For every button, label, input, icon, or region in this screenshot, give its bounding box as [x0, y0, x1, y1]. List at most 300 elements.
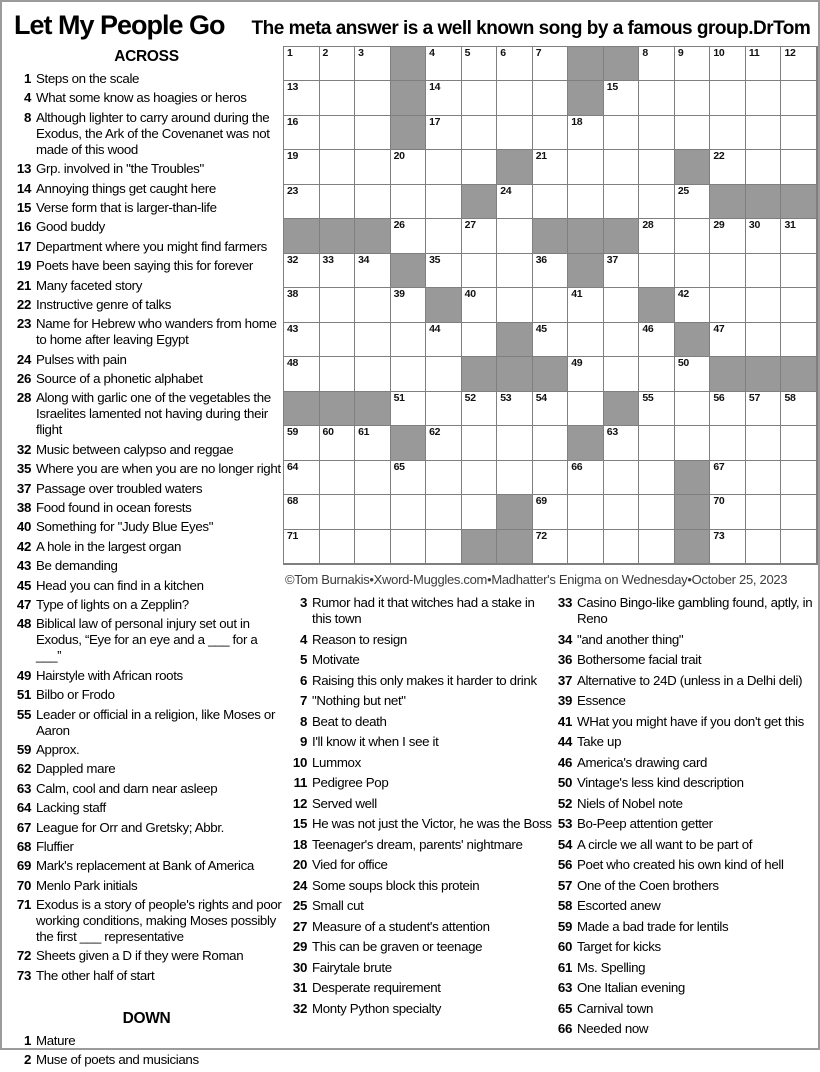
across-clues-column [10, 48, 283, 1072]
grid-cell[interactable] [320, 185, 356, 219]
clue-text: Menlo Park initials [36, 877, 138, 893]
clue [286, 632, 552, 648]
cell-number: 30 [748, 219, 761, 232]
grid-cell[interactable] [639, 254, 675, 288]
grid-cell[interactable] [497, 426, 533, 460]
grid-cell[interactable] [462, 219, 498, 253]
clue-number: 59 [16, 741, 31, 757]
grid-cell[interactable] [320, 47, 356, 81]
grid-cell[interactable] [533, 81, 569, 115]
cell-number: 48 [287, 357, 299, 370]
grid-cell[interactable] [639, 426, 675, 460]
grid-cell[interactable] [320, 495, 356, 529]
grid-cell[interactable] [675, 254, 711, 288]
clue [286, 796, 552, 812]
grid-cell[interactable] [568, 461, 604, 495]
grid-cell[interactable] [746, 150, 782, 184]
grid-cell[interactable] [639, 47, 675, 81]
grid-cell[interactable] [533, 530, 569, 564]
clue-text: Along with garlic one of the vegetables the Israelites lamented not having during their flight [36, 390, 271, 438]
grid-black-cell [320, 392, 356, 426]
clue-number: 6 [299, 672, 307, 688]
clue-text: Fairytale brute [312, 959, 392, 975]
clue [10, 948, 283, 964]
grid-cell[interactable] [355, 530, 391, 564]
grid-cell[interactable] [639, 219, 675, 253]
clue [10, 500, 283, 516]
grid-cell[interactable] [497, 47, 533, 81]
cell-number: 72 [535, 529, 547, 542]
clue-text: Ms. Spelling [577, 959, 646, 975]
cell-number: 54 [535, 391, 547, 404]
grid-cell[interactable] [604, 323, 640, 357]
clue [10, 219, 283, 235]
grid-cell[interactable] [639, 495, 675, 529]
grid-cell[interactable] [320, 426, 356, 460]
grid-cell[interactable] [320, 116, 356, 150]
grid-cell[interactable] [462, 426, 498, 460]
clue-number: 20 [292, 857, 307, 872]
grid-cell[interactable] [533, 47, 569, 81]
grid-cell[interactable] [675, 392, 711, 426]
grid-cell[interactable] [391, 495, 427, 529]
clue [286, 652, 552, 668]
grid-cell[interactable] [639, 392, 675, 426]
grid-cell[interactable] [284, 323, 320, 357]
grid-cell[interactable] [426, 357, 462, 391]
grid-cell[interactable] [284, 426, 320, 460]
cell-number: 9 [677, 47, 684, 59]
grid-cell[interactable] [568, 392, 604, 426]
clue-number: 17 [16, 238, 31, 254]
grid-cell[interactable] [533, 288, 569, 322]
clue [551, 693, 820, 709]
cell-number: 8 [642, 47, 648, 59]
grid-cell[interactable] [391, 461, 427, 495]
grid-cell[interactable] [284, 116, 320, 150]
grid-cell[interactable] [391, 357, 427, 391]
grid-cell[interactable] [426, 495, 462, 529]
grid-cell[interactable] [781, 495, 817, 529]
grid-cell[interactable] [710, 461, 746, 495]
grid-cell[interactable] [497, 81, 533, 115]
grid-cell[interactable] [462, 47, 498, 81]
grid-cell[interactable] [604, 288, 640, 322]
grid-cell[interactable] [426, 219, 462, 253]
clue-number: 65 [557, 1000, 572, 1016]
grid-cell[interactable] [391, 323, 427, 357]
grid-cell[interactable] [746, 495, 782, 529]
grid-cell[interactable] [781, 47, 817, 81]
grid-cell[interactable] [355, 426, 391, 460]
clue-text: Be demanding [36, 558, 118, 574]
grid-cell[interactable] [568, 288, 604, 322]
grid-cell[interactable] [675, 81, 711, 115]
grid-cell[interactable] [426, 185, 462, 219]
grid-black-cell [391, 426, 427, 460]
cell-number: 1 [287, 47, 293, 59]
grid-cell[interactable] [284, 254, 320, 288]
clue-text: What some know as hoagies or heros [36, 90, 247, 106]
grid-cell[interactable] [746, 392, 782, 426]
grid-cell[interactable] [568, 150, 604, 184]
across-header: ACROSS [114, 48, 179, 65]
clue [551, 755, 820, 771]
clue [551, 898, 820, 914]
grid-black-cell [284, 392, 320, 426]
grid-cell[interactable] [675, 116, 711, 150]
grid-cell[interactable] [746, 426, 782, 460]
clue-number: 37 [16, 480, 31, 496]
grid-cell[interactable] [284, 185, 320, 219]
clue-number: 70 [16, 877, 31, 893]
cell-number: 47 [713, 322, 725, 335]
grid-cell[interactable] [710, 150, 746, 184]
clue-text: Monty Python specialty [312, 1000, 442, 1016]
grid-cell[interactable] [710, 530, 746, 564]
grid-black-cell [675, 323, 711, 357]
grid-cell[interactable] [462, 81, 498, 115]
clue [10, 181, 283, 197]
clue-text: Desperate requirement [312, 980, 441, 995]
clue-number: 58 [557, 898, 572, 913]
grid-cell[interactable] [746, 461, 782, 495]
clue [10, 558, 283, 574]
clue-number: 32 [16, 441, 31, 457]
clue-text: Carnival town [577, 1000, 654, 1016]
clue-text: Source of a phonetic alphabet [36, 371, 203, 387]
grid-cell[interactable] [284, 47, 320, 81]
clue-text: This can be graven or teenage [312, 939, 483, 954]
grid-cell[interactable] [604, 254, 640, 288]
grid-cell[interactable] [497, 116, 533, 150]
grid-cell[interactable] [604, 116, 640, 150]
cell-number: 18 [571, 115, 583, 128]
grid-cell[interactable] [746, 116, 782, 150]
clue [10, 897, 283, 945]
grid-cell[interactable] [284, 530, 320, 564]
grid-cell[interactable] [710, 495, 746, 529]
grid-cell[interactable] [497, 219, 533, 253]
grid-cell[interactable] [533, 185, 569, 219]
clue-number: 66 [557, 1021, 572, 1036]
grid-cell[interactable] [320, 323, 356, 357]
clue-number: 15 [292, 816, 307, 831]
clue [551, 837, 820, 853]
grid-cell[interactable] [639, 81, 675, 115]
grid-cell[interactable] [533, 461, 569, 495]
grid-cell[interactable] [604, 185, 640, 219]
cell-number: 55 [642, 391, 654, 404]
grid-cell[interactable] [320, 530, 356, 564]
grid-cell[interactable] [284, 150, 320, 184]
grid-black-cell [568, 426, 604, 460]
grid-cell[interactable] [284, 461, 320, 495]
grid-cell[interactable] [781, 116, 817, 150]
clue [10, 110, 283, 158]
grid-black-cell [355, 392, 391, 426]
grid-cell[interactable] [604, 357, 640, 391]
clue [551, 960, 820, 976]
cell-number: 16 [287, 115, 299, 128]
grid-cell[interactable] [355, 288, 391, 322]
grid-cell[interactable] [391, 219, 427, 253]
grid-cell[interactable] [781, 219, 817, 253]
across-clue-list [10, 71, 283, 984]
author-name: DrTom [753, 18, 811, 39]
grid-cell[interactable] [355, 185, 391, 219]
cell-number: 24 [500, 184, 512, 197]
grid-cell[interactable] [710, 323, 746, 357]
grid-cell[interactable] [355, 116, 391, 150]
clue-number: 4 [299, 631, 307, 647]
clue [286, 714, 552, 730]
grid-cell[interactable] [710, 81, 746, 115]
grid-cell[interactable] [426, 461, 462, 495]
clue [10, 742, 283, 758]
cell-number: 10 [713, 47, 725, 59]
clue-number: 49 [16, 667, 31, 683]
clue-number: 72 [16, 948, 31, 964]
grid-cell[interactable] [355, 254, 391, 288]
cell-number: 19 [287, 150, 299, 163]
grid-cell[interactable] [355, 47, 391, 81]
grid-cell[interactable] [497, 254, 533, 288]
clue [286, 595, 552, 627]
grid-cell[interactable] [710, 426, 746, 460]
grid-cell[interactable] [781, 150, 817, 184]
grid-black-cell [604, 392, 640, 426]
cell-number: 2 [322, 47, 329, 59]
clue [286, 960, 552, 976]
clue-text: Good buddy [36, 219, 105, 235]
grid-cell[interactable] [639, 357, 675, 391]
clue [10, 390, 283, 438]
cell-number: 68 [287, 495, 299, 508]
grid-cell[interactable] [675, 219, 711, 253]
grid-cell[interactable] [320, 254, 356, 288]
grid-cell[interactable] [746, 81, 782, 115]
grid-cell[interactable] [284, 357, 320, 391]
grid-cell[interactable] [568, 116, 604, 150]
grid-cell[interactable] [568, 323, 604, 357]
grid-cell[interactable] [781, 426, 817, 460]
clue-number: 15 [16, 199, 31, 215]
grid-cell[interactable] [639, 530, 675, 564]
grid-cell[interactable] [533, 254, 569, 288]
grid-cell[interactable] [391, 392, 427, 426]
grid-cell[interactable] [391, 288, 427, 322]
grid-cell[interactable] [497, 185, 533, 219]
grid-cell[interactable] [710, 219, 746, 253]
grid-black-cell [320, 219, 356, 253]
grid-cell[interactable] [426, 150, 462, 184]
clue [10, 761, 283, 777]
grid-cell[interactable] [604, 150, 640, 184]
clue-number: 42 [16, 538, 31, 554]
grid-cell[interactable] [746, 288, 782, 322]
clue-text: Casino Bingo-like gambling found, aptly, in Reno [577, 595, 813, 626]
grid-cell[interactable] [710, 254, 746, 288]
grid-cell[interactable] [781, 392, 817, 426]
clue [10, 707, 283, 739]
grid-cell[interactable] [391, 530, 427, 564]
clue [286, 980, 552, 996]
grid-cell[interactable] [639, 150, 675, 184]
clue [10, 297, 283, 313]
grid-cell[interactable] [746, 323, 782, 357]
grid-cell[interactable] [604, 426, 640, 460]
grid-cell[interactable] [675, 288, 711, 322]
clue-text: America's drawing card [577, 754, 708, 770]
grid-cell[interactable] [426, 81, 462, 115]
grid-cell[interactable] [426, 392, 462, 426]
grid-cell[interactable] [462, 288, 498, 322]
grid-cell[interactable] [426, 426, 462, 460]
grid-cell[interactable] [462, 323, 498, 357]
grid-cell[interactable] [462, 150, 498, 184]
grid-cell[interactable] [533, 116, 569, 150]
grid-cell[interactable] [497, 461, 533, 495]
grid-cell[interactable] [568, 185, 604, 219]
clue-text: Mature [36, 1032, 76, 1048]
grid-cell[interactable] [746, 530, 782, 564]
grid-cell[interactable] [604, 495, 640, 529]
grid-cell[interactable] [355, 81, 391, 115]
grid-cell[interactable] [426, 530, 462, 564]
grid-cell[interactable] [462, 495, 498, 529]
clue-text: Escorted anew [577, 898, 661, 913]
grid-cell[interactable] [675, 185, 711, 219]
clue [286, 816, 552, 832]
grid-cell[interactable] [355, 495, 391, 529]
grid-black-cell [462, 185, 498, 219]
grid-cell[interactable] [355, 150, 391, 184]
grid-cell[interactable] [355, 357, 391, 391]
grid-cell[interactable] [533, 495, 569, 529]
clue [10, 687, 283, 703]
grid-cell[interactable] [710, 392, 746, 426]
grid-cell[interactable] [746, 254, 782, 288]
cell-number: 44 [429, 322, 441, 335]
grid-cell[interactable] [355, 461, 391, 495]
grid-cell[interactable] [675, 426, 711, 460]
grid-cell[interactable] [533, 426, 569, 460]
grid-black-cell [746, 357, 782, 391]
clue-text: Leader or official in a religion, like Moses or Aaron [36, 706, 276, 738]
cell-number: 70 [713, 495, 725, 508]
grid-cell[interactable] [568, 495, 604, 529]
grid-cell[interactable] [533, 323, 569, 357]
grid-cell[interactable] [604, 81, 640, 115]
grid-cell[interactable] [426, 323, 462, 357]
grid-black-cell [746, 185, 782, 219]
grid-cell[interactable] [426, 254, 462, 288]
clue-text: Grp. involved in "the Troubles" [36, 161, 204, 177]
grid-cell[interactable] [781, 81, 817, 115]
grid-cell[interactable] [462, 254, 498, 288]
clue-text: Annoying things get caught here [36, 180, 216, 196]
clue-number: 46 [557, 754, 572, 770]
cell-number: 21 [535, 150, 547, 163]
grid-cell[interactable] [391, 185, 427, 219]
clue-text: A hole in the largest organ [36, 538, 182, 554]
grid-cell[interactable] [710, 47, 746, 81]
grid-cell[interactable] [568, 530, 604, 564]
grid-cell[interactable] [320, 81, 356, 115]
grid-cell[interactable] [781, 323, 817, 357]
grid-cell[interactable] [781, 530, 817, 564]
grid-black-cell [639, 288, 675, 322]
grid-cell[interactable] [462, 461, 498, 495]
grid-cell[interactable] [533, 150, 569, 184]
grid-cell[interactable] [604, 530, 640, 564]
grid-cell[interactable] [426, 116, 462, 150]
grid-cell[interactable] [639, 116, 675, 150]
grid-cell[interactable] [284, 495, 320, 529]
grid-cell[interactable] [320, 150, 356, 184]
clue-text: League for Orr and Gretsky; Abbr. [36, 819, 225, 835]
clue-text: Passage over troubled waters [36, 480, 203, 496]
grid-cell[interactable] [675, 47, 711, 81]
clue-number: 38 [16, 500, 31, 516]
clue [10, 668, 283, 684]
grid-cell[interactable] [568, 357, 604, 391]
grid-cell[interactable] [391, 150, 427, 184]
cell-number: 28 [642, 219, 654, 232]
grid-cell[interactable] [639, 461, 675, 495]
clue [551, 1001, 820, 1017]
page-title: Let My People Go [14, 10, 225, 40]
clue-number: 63 [557, 980, 572, 995]
grid-cell[interactable] [639, 185, 675, 219]
grid-black-cell [568, 47, 604, 81]
grid-cell[interactable] [320, 461, 356, 495]
grid-cell[interactable] [639, 323, 675, 357]
grid-cell[interactable] [497, 392, 533, 426]
grid-cell[interactable] [533, 392, 569, 426]
clue [551, 816, 820, 832]
grid-cell[interactable] [426, 47, 462, 81]
cell-number: 34 [358, 253, 370, 266]
grid-cell[interactable] [320, 357, 356, 391]
clue [551, 857, 820, 873]
grid-cell[interactable] [746, 47, 782, 81]
grid-cell[interactable] [284, 288, 320, 322]
grid-cell[interactable] [462, 392, 498, 426]
clue [286, 878, 552, 894]
grid-cell[interactable] [781, 288, 817, 322]
clue [10, 90, 283, 106]
grid-cell[interactable] [604, 461, 640, 495]
clue-number: 24 [16, 351, 31, 367]
clue [10, 800, 283, 816]
grid-cell[interactable] [320, 288, 356, 322]
clue [10, 858, 283, 874]
grid-cell[interactable] [462, 116, 498, 150]
grid-black-cell [497, 150, 533, 184]
grid-cell[interactable] [675, 357, 711, 391]
grid-cell[interactable] [497, 288, 533, 322]
grid-cell[interactable] [781, 461, 817, 495]
grid-cell[interactable] [710, 116, 746, 150]
grid-cell[interactable] [710, 288, 746, 322]
grid-cell[interactable] [355, 323, 391, 357]
clue-number: 45 [16, 577, 31, 593]
grid-cell[interactable] [284, 81, 320, 115]
grid-cell[interactable] [781, 254, 817, 288]
grid-cell[interactable] [746, 219, 782, 253]
